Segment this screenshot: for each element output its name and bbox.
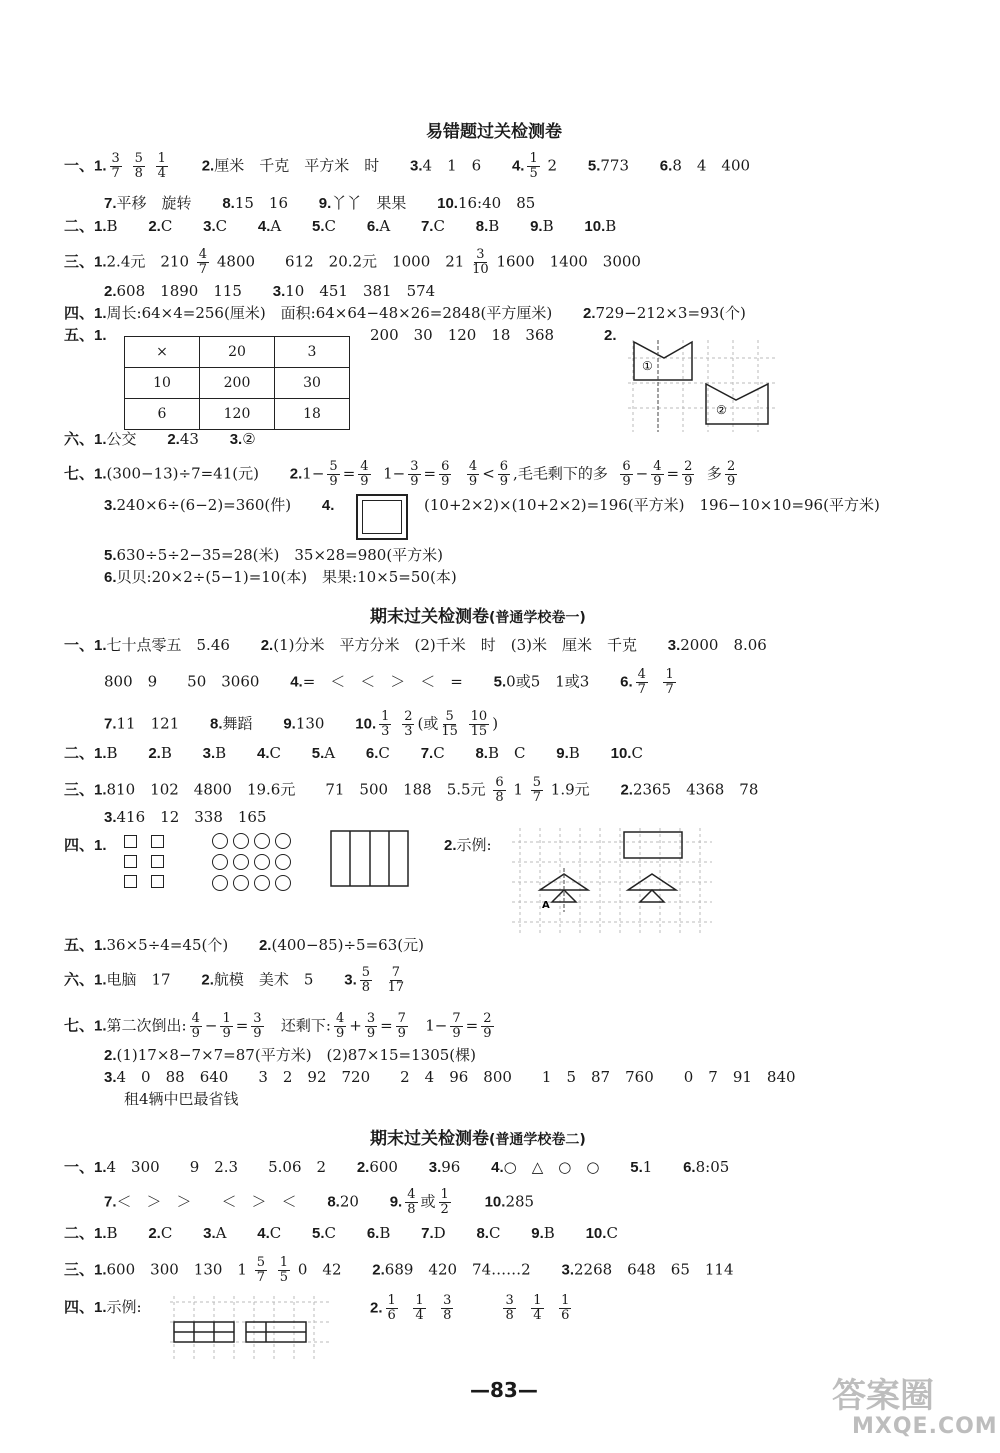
fraction: $\frac{1}{4}$ — [157, 151, 166, 181]
fraction: $\frac{1}{4}$ — [533, 1293, 542, 1323]
fraction: $\frac{2}{9}$ — [726, 459, 736, 489]
answer-line: 三、1.2.4元 210 $\frac{4}{7}$ 4800 612 20.2元 1000 21 $\frac{3}{10}$ 1600 1400 3000 — [64, 247, 641, 277]
square-grid — [124, 833, 194, 893]
answer-line: 200 30 120 18 368 — [370, 326, 555, 344]
watermark-url: MXQE.COM — [852, 1414, 998, 1439]
fraction: $\frac{4}{9}$ — [335, 1011, 345, 1041]
answer-line: 800 9 50 3060 4.= ＜ ＜ ＞ ＜ = 5.0或5 1或3 6. $\frac{4}{7}$ $\frac{1}{7}$ — [104, 667, 674, 697]
fraction: $\frac{5}{8}$ — [134, 151, 143, 181]
answer-line: 租4辆中巴最省钱 — [124, 1090, 239, 1108]
fraction: $\frac{6}{9}$ — [499, 459, 509, 489]
fraction: $\frac{3}{9}$ — [366, 1011, 376, 1041]
fraction: $\frac{4}{7}$ — [637, 667, 646, 697]
answer-line: 四、1.示例: — [64, 1298, 142, 1316]
fraction: $\frac{6}{9}$ — [622, 459, 631, 489]
answer-line: 6.贝贝:20×2÷(5−1)=10(本) 果果:10×5=50(本) — [104, 568, 457, 586]
fraction: $\frac{2}{9}$ — [483, 1011, 492, 1041]
answer-line: 7.＜ ＞ ＞ ＜ ＞ ＜ 8.20 9. $\frac{4}{8}$ 或 $\frac{1}{2}$ 10.285 — [104, 1187, 535, 1217]
answer-line: 2. $\frac{1}{6}$ $\frac{1}{4}$ $\frac{3}{8}$ $\frac{3}{8}$ $\frac{1}{4}$ $\frac{1}{6}$ — [370, 1293, 570, 1323]
answer-line: 五、1. — [64, 327, 107, 344]
page-number: —83— — [470, 1378, 538, 1402]
grid-figure — [628, 340, 778, 432]
fraction: $\frac{1}{7}$ — [665, 667, 674, 697]
answer-line: 2.(1)17×8−7×7=87(平方米) (2)87×15=1305(棵) — [104, 1046, 476, 1064]
section-title-3: 期末过关检测卷(普通学校卷二) — [370, 1129, 586, 1149]
answer-line: 四、1. — [64, 837, 107, 854]
fraction: $\frac{3}{10}$ — [472, 247, 489, 277]
answer-line: 2.示例: — [444, 836, 492, 854]
fraction: $\frac{5}{15}$ — [441, 709, 458, 739]
answer-line: 7.平移 旋转 8.15 16 9.丫丫 果果 10.16:40 85 — [104, 194, 536, 212]
answer-line: 一、1. $\frac{3}{7}$ $\frac{5}{8}$ $\frac{1}{4}$ 2.厘米 千克 平方米 时 3.4 1 6 4. $\frac{1}{5}$ 2 5.773 6.8 4 400 — [64, 151, 751, 181]
fraction: $\frac{1}{5}$ — [279, 1255, 289, 1285]
fraction: $\frac{4}{9}$ — [360, 459, 369, 489]
fraction: $\frac{1}{6}$ — [561, 1293, 570, 1323]
grid-figure — [170, 1296, 330, 1362]
fraction: $\frac{7}{9}$ — [397, 1011, 406, 1041]
fraction: $\frac{10}{15}$ — [470, 709, 488, 739]
fraction: $\frac{5}{7}$ — [532, 775, 542, 805]
answer-line: 一、1.4 300 9 2.3 5.06 2 2.600 3.96 4.○ △ ○ ○ 5.1 6.8:05 — [64, 1158, 730, 1176]
answer-line: 二、1.B 2.C 3.C 4.A 5.C 6.A 7.C 8.B 9.B 10.B — [64, 217, 617, 235]
answer-line: 二、1.B 2.C 3.A 4.C 5.C 6.B 7.D 8.C 9.B 10.C — [64, 1224, 618, 1242]
answer-line: 3.240×6÷(6−2)=360(件) 4. — [104, 496, 335, 514]
fraction: $\frac{1}{3}$ — [381, 709, 390, 739]
watermark-logo: 答案圈 — [832, 1376, 934, 1416]
section-title-1: 易错题过关检测卷 — [426, 122, 562, 142]
fraction: $\frac{5}{8}$ — [361, 965, 371, 995]
fraction: $\frac{2}{3}$ — [404, 709, 413, 739]
fraction: $\frac{1}{4}$ — [415, 1293, 424, 1323]
fraction: $\frac{1}{6}$ — [387, 1293, 396, 1323]
answer-line: 六、1.公交 2.43 3.② — [64, 430, 256, 448]
fraction: $\frac{1}{2}$ — [440, 1187, 449, 1217]
answer-line: 7.11 121 8.舞蹈 9.130 10. $\frac{1}{3}$ $\frac{2}{3}$ (或 $\frac{5}{15}$ $\frac{10}{15}$ ) — [104, 709, 499, 739]
fraction: $\frac{1}{5}$ — [529, 151, 538, 181]
fraction: $\frac{3}{8}$ — [443, 1293, 452, 1323]
answer-line: 三、1.600 300 130 1 $\frac{5}{7}$ $\frac{1}{5}$ 0 42 2.689 420 74……2 3.2268 648 65 114 — [64, 1255, 734, 1285]
section-title-2: 期末过关检测卷(普通学校卷一) — [370, 607, 586, 627]
fraction: $\frac{3}{9}$ — [410, 459, 419, 489]
multiplication-table: × 20 3 10 200 30 6 120 18 — [124, 336, 350, 430]
answer-line: 3.4 0 88 640 3 2 92 720 2 4 96 800 1 5 87 760 0 7 91 840 — [104, 1068, 796, 1086]
fraction: $\frac{3}{7}$ — [111, 151, 120, 181]
fraction: $\frac{4}{9}$ — [191, 1011, 200, 1041]
answer-line: 2.608 1890 115 3.10 451 381 574 — [104, 282, 436, 300]
fraction: $\frac{2}{9}$ — [684, 459, 693, 489]
answer-line: 三、1.810 102 4800 19.6元 71 500 188 5.5元 $\frac{6}{8}$ 1 $\frac{5}{7}$ 1.9元 2.2365 4368 78 — [64, 775, 759, 805]
fraction: $\frac{6}{9}$ — [441, 459, 450, 489]
answer-line: 七、1.(300−13)÷7=41(元) 2.1− $\frac{5}{9}$ = $\frac{4}{9}$ 1− $\frac{3}{9}$ = $\frac{6}{9}$ $\frac{4}{9}$ < $\frac{6}{9}$ ,毛毛剩下的多 $\frac{6}{9}$ − $\frac{4}{9}$ = $\frac{2}{9}$ 多 $\frac{2}{9}$ — [64, 459, 736, 489]
answer-line: (10+2×2)×(10+2×2)=196(平方米) 196−10×10=96(平方米) — [424, 496, 880, 514]
fraction: $\frac{5}{9}$ — [329, 459, 338, 489]
fraction: $\frac{7}{9}$ — [452, 1011, 461, 1041]
answer-line: 3.416 12 338 165 — [104, 808, 267, 826]
fraction: $\frac{4}{8}$ — [407, 1187, 416, 1217]
figure-mark-1: ① — [642, 359, 653, 373]
fraction: $\frac{7}{17}$ — [387, 965, 405, 995]
answer-line: 四、1.周长:64×4=256(厘米) 面积:64×64−48×26=2848(平方厘米) 2.729−212×3=93(个) — [64, 304, 746, 322]
fraction: $\frac{3}{8}$ — [505, 1293, 514, 1323]
answer-line: 5.630÷5÷2−35=28(米) 35×28=980(平方米) — [104, 546, 444, 564]
grid-figure — [512, 828, 712, 936]
fraction: $\frac{3}{9}$ — [253, 1011, 262, 1041]
fraction: $\frac{5}{7}$ — [256, 1255, 266, 1285]
answer-line: 七、1.第二次倒出: $\frac{4}{9}$ − $\frac{1}{9}$ = $\frac{3}{9}$ 还剩下: $\frac{4}{9}$ + $\frac{3}{9}$ = $\frac{7}{9}$ 1− $\frac{7}{9}$ = $\frac{2}{9}$ — [64, 1011, 492, 1041]
fraction: $\frac{4}{9}$ — [468, 459, 478, 489]
fraction: $\frac{4}{7}$ — [198, 247, 208, 277]
fraction: $\frac{1}{9}$ — [222, 1011, 231, 1041]
answer-line: 2. — [604, 327, 617, 344]
figure-mark-2: ② — [716, 403, 727, 417]
fraction: $\frac{4}{9}$ — [653, 459, 662, 489]
divided-rectangle — [330, 830, 410, 888]
circle-grid — [212, 833, 312, 896]
answer-line: 五、1.36×5÷4=45(个) 2.(400−85)÷5=63(元) — [64, 936, 424, 954]
answer-line: 二、1.B 2.B 3.B 4.C 5.A 6.C 7.C 8.B C 9.B 10.C — [64, 744, 643, 762]
figure-label-a: A — [542, 900, 550, 911]
answer-line: 一、1.七十点零五 5.46 2.(1)分米 平方分米 (2)千米 时 (3)米 厘米 千克 3.2000 8.06 — [64, 636, 767, 654]
fraction: $\frac{6}{8}$ — [495, 775, 504, 805]
square-figure — [356, 494, 408, 540]
answer-line: 六、1.电脑 17 2.航模 美术 5 3. $\frac{5}{8}$ $\frac{7}{17}$ — [64, 965, 405, 995]
